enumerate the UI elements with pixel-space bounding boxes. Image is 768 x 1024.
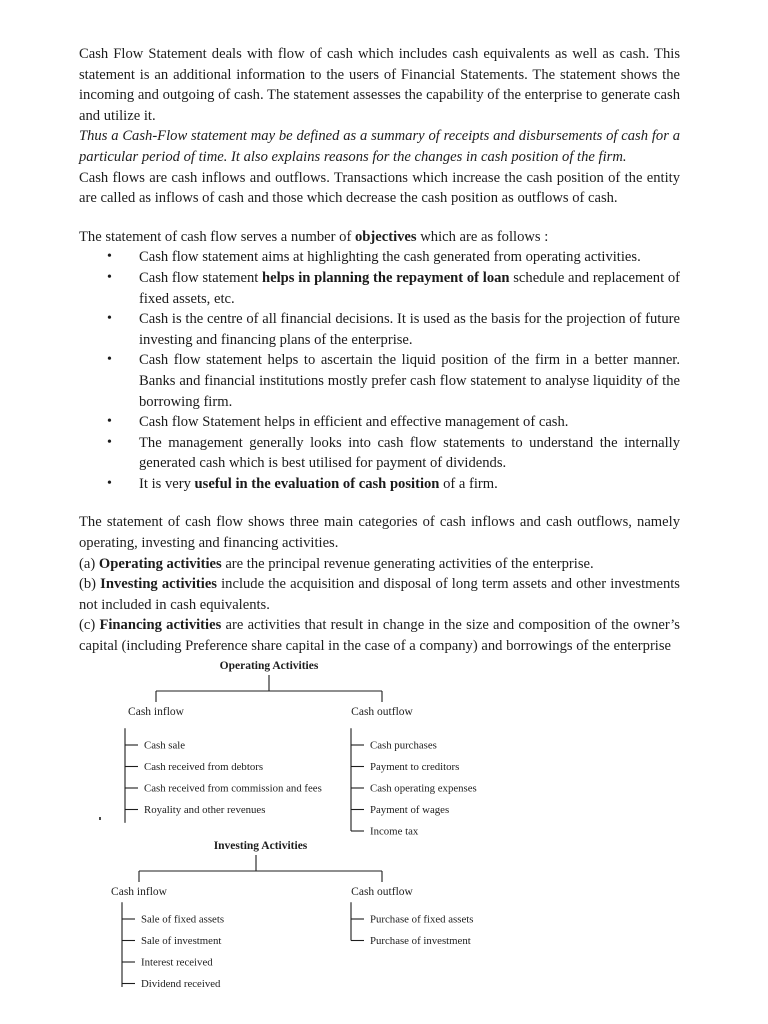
diagram-title: Investing Activities [213, 839, 308, 852]
leaf-item-label: Cash received from debtors [144, 760, 264, 773]
objective-text-before: Cash flow statement helps to ascertain the liquid position of the firm in a better manner. Banks and financial institutions mostly prefer cash flow statement to analyse liquidity of the borrowing firm. [139, 352, 680, 410]
leaf-item-label: Sale of fixed assets [141, 913, 225, 926]
objective-text-before: Cash is the centre of all financial decisions. It is used as the basis for the projection of future investing and financing plans of the enterprise. [139, 311, 680, 348]
objective-text-before: The management generally looks into cash flow statements to understand the internally generated cash which is best utilised for payment of dividends. [139, 434, 680, 472]
paragraph-intro-1: Cash Flow Statement deals with flow of cash which includes cash equivalents as well as cash. This statement is an additional information to the users of Financial Statements. The statement shows the incoming and outgoing of cash. The statement assesses the capability of the enterprise to generate cash and utilize it. [79, 46, 680, 124]
leaf-item-label: Cash sale [144, 739, 186, 752]
category-marker: (b) [79, 576, 101, 593]
objective-text-before: It is very [139, 475, 195, 492]
outflow-label: Cash outflow [351, 885, 413, 898]
outflow-items-group [351, 728, 477, 837]
objective-text-after: of a firm. [439, 475, 498, 492]
investing-activities-tree [79, 837, 680, 987]
category-term: Investing activities [100, 576, 217, 593]
category-description: include the acquisition and disposal of long term assets and other investments not included in cash equivalents. [79, 576, 680, 613]
paragraph-intro-3: Cash flows are cash inflows and outflows. Transactions which increase the cash position of the entity are called as inflows of cash and those which decrease the cash position as outflows of cash. [79, 169, 680, 207]
category-financing-paragraph [79, 615, 680, 656]
categories-lead-paragraph: The statement of cash flow shows three main categories of cash inflows and cash outflows, namely operating, investing and financing activities. [79, 514, 680, 552]
objective-text-bold: useful in the evaluation of cash position [194, 475, 440, 492]
category-operating-paragraph [79, 554, 680, 575]
diagram-title: Operating Activities [219, 659, 319, 672]
leaf-item-label: Interest received [141, 956, 213, 969]
objective-text-bold: helps in planning the repayment of loan [262, 269, 510, 286]
leaf-item-label: Payment of wages [370, 803, 450, 816]
operating-activities-tree [79, 657, 680, 837]
leaf-item-label: Cash purchases [370, 739, 437, 752]
list-item [123, 309, 680, 350]
leaf-item-label: Sale of investment [141, 934, 222, 947]
objective-text-before: Cash flow statement [139, 269, 263, 286]
spacer [79, 494, 680, 512]
category-marker: (c) [79, 617, 100, 634]
list-item [123, 247, 680, 268]
category-description: are the principal revenue generating activities of the enterprise. [221, 555, 594, 572]
paragraph-definition-italic: Thus a Cash-Flow statement may be defined as a summary of receipts and disbursements of cash for a particular period of time. It also explains reasons for the changes in cash position of the firm. [79, 128, 680, 165]
operating-activities-diagram [79, 657, 680, 837]
list-item [123, 412, 680, 433]
leaf-item-label: Purchase of fixed assets [370, 913, 474, 926]
category-term: Financing activities [99, 617, 222, 634]
branch-bracket [139, 871, 382, 882]
inflow-label: Cash inflow [111, 885, 167, 898]
document-body [79, 44, 680, 987]
list-item [123, 474, 680, 495]
category-investing-paragraph [79, 574, 680, 615]
inflow-items-group [122, 902, 224, 987]
leaf-item-label: Royality and other revenues [144, 803, 266, 816]
investing-activities-diagram [79, 837, 680, 987]
category-marker: (a) [79, 555, 99, 572]
objective-text-before: Cash flow statement aims at highlighting the cash generated from operating activities. [139, 249, 641, 266]
objectives-lead-before: The statement of cash flow serves a number of [79, 228, 355, 245]
list-item [123, 433, 680, 474]
outflow-label: Cash outflow [351, 705, 413, 718]
list-item [123, 268, 680, 309]
leaf-item-label: Purchase of investment [370, 934, 471, 947]
objective-text-after: schedule and replacement of fixed assets, etc. [139, 269, 680, 307]
category-term: Operating activities [98, 555, 222, 572]
list-item [123, 350, 680, 412]
scan-artifact-dot [99, 817, 101, 820]
objectives-lead-after: which are as follows : [416, 228, 549, 245]
leaf-item-label: Cash received from commission and fees [144, 782, 322, 795]
objectives-list [79, 247, 680, 494]
objective-text-before: Cash flow Statement helps in efficient and effective management of cash. [139, 414, 569, 431]
inflow-label: Cash inflow [128, 705, 184, 718]
leaf-item-label: Payment to creditors [370, 760, 460, 773]
leaf-item-label: Cash operating expenses [370, 782, 477, 795]
objectives-lead-bold: objectives [354, 228, 417, 245]
leaf-item-label: Dividend received [141, 977, 221, 987]
spacer [79, 209, 680, 227]
inflow-items-group [125, 728, 322, 823]
category-description: are activities that result in change in the size and composition of the owner’s capital (including Preference share capital in the case of a company) and borrowings of the enterprise [79, 617, 680, 655]
leaf-item-label: Income tax [370, 825, 419, 837]
branch-bracket [156, 691, 382, 702]
outflow-items-group [351, 902, 473, 947]
objectives-lead-line [79, 227, 680, 248]
